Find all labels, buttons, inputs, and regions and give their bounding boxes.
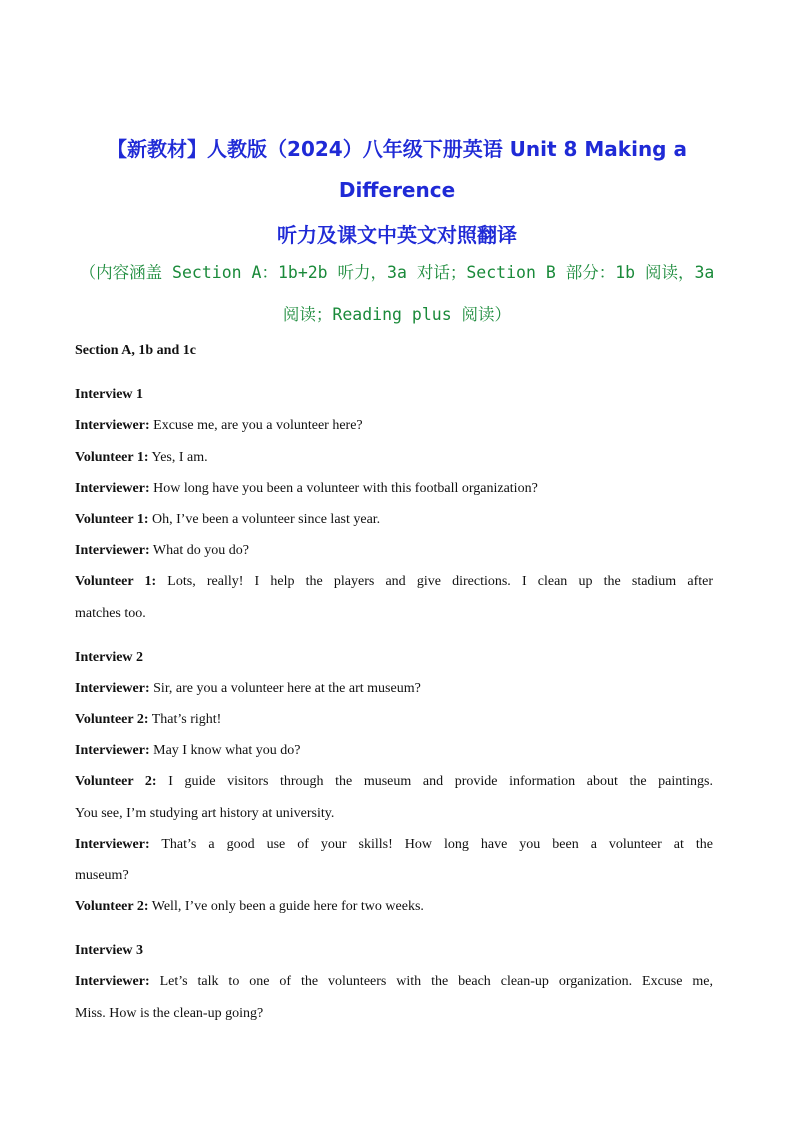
speaker-label: Volunteer 1: — [75, 450, 149, 465]
dialogue-text: Yes, I am. — [148, 450, 208, 465]
dialogue-text: How long have you been a volunteer with this football organization? — [149, 481, 538, 496]
dialogue-text: Lots, really! I help the players and give directions. I clean up the stadium after — [156, 574, 713, 589]
dialogue-text: That’s right! — [148, 712, 222, 727]
speaker-label: Volunteer 1: — [75, 512, 149, 527]
interview-heading: Interview 3 — [75, 943, 144, 958]
document-subtitle-line-1: （内容涵盖 Section A：1b+2b 听力，3a 对话；Section B 部分：1b 阅读，3a — [79, 263, 715, 282]
dialogue-line-continuation — [75, 604, 713, 624]
dialogue-text: Miss. How is the clean-up going? — [75, 1006, 264, 1021]
dialogue-text: Excuse me, are you a volunteer here? — [149, 418, 363, 433]
speaker-label: Volunteer 2: — [75, 774, 157, 789]
interview-heading: Interview 1 — [75, 387, 144, 402]
speaker-label: Volunteer 1: — [75, 574, 157, 589]
dialogue-line-continuation — [75, 1004, 713, 1024]
dialogue-line — [75, 972, 713, 992]
dialogue-line — [75, 741, 713, 761]
dialogue-line-continuation — [75, 866, 713, 886]
dialogue-line-continuation — [75, 804, 713, 824]
dialogue-line — [75, 479, 713, 499]
dialogue-text: Let’s talk to one of the volunteers with the beach clean-up organization. Excuse me, — [149, 974, 713, 989]
dialogue-text: Oh, I’ve been a volunteer since last year. — [148, 512, 381, 527]
dialogue-line — [75, 448, 713, 468]
speaker-label: Interviewer: — [75, 481, 150, 496]
dialogue-line — [75, 416, 713, 436]
section-heading: Section A, 1b and 1c — [75, 343, 196, 358]
speaker-label: Interviewer: — [75, 743, 150, 758]
dialogue-text: Well, I’ve only been a guide here for two weeks. — [148, 899, 424, 914]
dialogue-text: museum? — [75, 868, 129, 883]
dialogue-text: What do you do? — [149, 543, 249, 558]
speaker-label: Interviewer: — [75, 974, 150, 989]
dialogue-line — [75, 710, 713, 730]
dialogue-line — [75, 541, 713, 561]
dialogue-line — [75, 572, 713, 592]
document-title-line-1: 【新教材】人教版（2024）八年级下册英语 Unit 8 Making a — [107, 137, 687, 161]
dialogue-line — [75, 510, 713, 530]
speaker-label: Volunteer 2: — [75, 899, 149, 914]
dialogue-line — [75, 772, 713, 792]
dialogue-text: You see, I’m studying art history at university. — [75, 806, 335, 821]
document-title-line-2: Difference — [338, 178, 456, 202]
speaker-label: Interviewer: — [75, 837, 150, 852]
dialogue-text: May I know what you do? — [149, 743, 301, 758]
dialogue-text: I guide visitors through the museum and provide information about the paintings. — [156, 774, 713, 789]
speaker-label: Volunteer 2: — [75, 712, 149, 727]
dialogue-line — [75, 835, 713, 855]
interview-heading: Interview 2 — [75, 650, 144, 665]
document-subtitle-line-2: 阅读；Reading plus 阅读） — [282, 305, 512, 324]
speaker-label: Interviewer: — [75, 543, 150, 558]
dialogue-text: matches too. — [75, 606, 146, 621]
dialogue-text: Sir, are you a volunteer here at the art museum? — [149, 681, 421, 696]
dialogue-line — [75, 897, 713, 917]
speaker-label: Interviewer: — [75, 681, 150, 696]
document-title-line-3: 听力及课文中英文对照翻译 — [277, 223, 517, 247]
dialogue-line — [75, 679, 713, 699]
dialogue-text: That’s a good use of your skills! How long have you been a volunteer at the — [149, 837, 713, 852]
speaker-label: Interviewer: — [75, 418, 150, 433]
